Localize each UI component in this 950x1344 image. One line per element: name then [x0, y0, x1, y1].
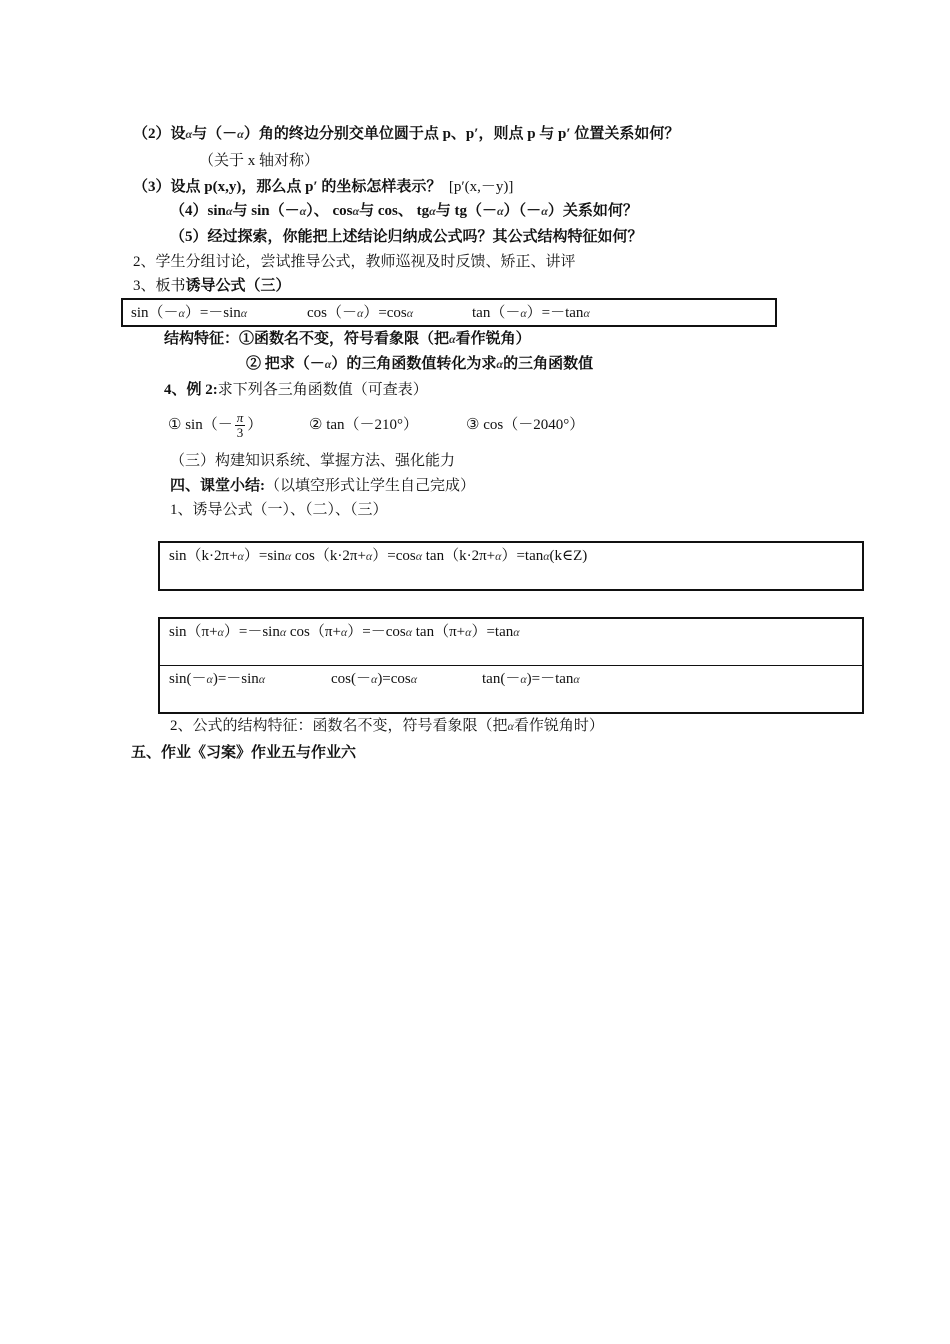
formula-3-sin: sin（－α）=－sinα	[131, 305, 248, 321]
question-4: （4）sinα与 sin（－α）、 cosα与 cos、 tgα与 tg（－α）（－α）关系如何？	[170, 203, 638, 219]
structure-line-2: ② 把求（－α）的三角函数值转化为求α的三角函数值	[246, 356, 594, 372]
structure-line-1: 结构特征：①函数名不变，符号看象限（把α看作锐角）	[164, 331, 531, 347]
formula-3-tan: tan（－α）=－tanα	[472, 305, 590, 321]
section-5-homework: 五、作业《习案》作业五与作业六	[131, 745, 357, 761]
formula-3-box	[121, 298, 777, 327]
section-3: （三）构建知识系统、掌握方法、强化能力	[170, 453, 456, 469]
question-2: （2）设α与（－α）角的终边分别交单位圆于点 p、p′，则点 p 与 p′ 位置关系如何？	[133, 126, 680, 142]
formula-3-row-cos: cos(－α)=cosα	[331, 671, 418, 687]
step-3-heading: 3、板书诱导公式（三）	[133, 278, 291, 294]
summary-2: 2、公式的结构特征：函数名不变，符号看象限（把α看作锐角时）	[170, 718, 604, 734]
example-2: 4、例 2:求下列各三角函数值（可查表）	[164, 382, 428, 398]
formula-1-box	[158, 541, 864, 591]
formula-3-cos: cos（－α）=cosα	[307, 305, 414, 321]
pi-over-3-fraction: $\frac{\pi}{3}$	[236, 410, 244, 441]
formula-2-3-box	[158, 617, 864, 714]
formula-2-row: sin（π+α）=－sinα cos（π+α）=－cosα tan（π+α）=tanα	[169, 624, 520, 640]
section-4: 四、课堂小结:（以填空形式让学生自己完成）	[170, 478, 476, 494]
question-5: （5）经过探索，你能把上述结论归纳成公式吗？其公式结构特征如何？	[170, 229, 643, 245]
row-divider	[160, 665, 862, 666]
summary-1: 1、诱导公式（一）、（二）、（三）	[170, 502, 388, 518]
formula-1-row: sin（k·2π+α）=sinα cos（k·2π+α）=cosα tan（k·2π+α）=tanα(k∈Z)	[169, 548, 588, 564]
exercise-3: ③ cos（－2040°）	[466, 417, 585, 433]
question-3: （3）设点 p(x,y)，那么点 p′ 的坐标怎样表示？ [p′(x,－y)]	[133, 179, 514, 195]
question-2-answer: （关于 x 轴对称）	[199, 153, 320, 169]
exercise-2: ② tan（－210°）	[309, 417, 419, 433]
formula-3-row-tan: tan(－α)=－tanα	[482, 671, 580, 687]
exercise-1: ① sin（－ $\frac{\pi}{3}$ ）	[168, 410, 263, 441]
step-2: 2、学生分组讨论，尝试推导公式，教师巡视及时反馈、矫正、讲评	[133, 254, 576, 270]
formula-3-row-sin: sin(－α)=－sinα	[169, 671, 266, 687]
